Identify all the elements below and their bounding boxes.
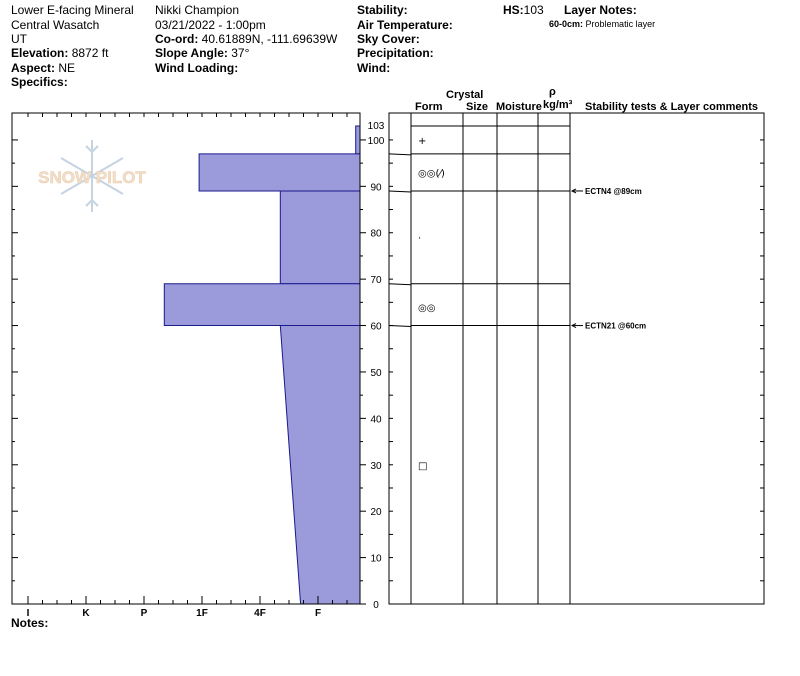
air-temp-label: Air Temperature: — [357, 18, 453, 32]
moisture-header: Moisture — [496, 101, 542, 113]
hardness-layer-1 — [356, 126, 360, 154]
depth-tick-label-50: 50 — [370, 367, 382, 379]
depth-leader-2 — [389, 191, 411, 192]
table-frame — [389, 113, 764, 604]
sky-cover-label: Sky Cover: — [357, 32, 420, 46]
rho-header: ρ — [549, 86, 556, 98]
depth-axis — [12, 121, 764, 611]
hardness-profile — [164, 126, 360, 604]
aspect-label: Aspect: — [11, 61, 56, 75]
observation-datetime: 03/21/2022 - 1:00pm — [155, 18, 266, 32]
hardness-layer-5 — [280, 326, 360, 604]
hardness-layer-4 — [164, 284, 360, 326]
observer-name: Nikki Champion — [155, 3, 240, 17]
wind-loading-label: Wind Loading: — [155, 61, 239, 75]
depth-tick-label-40: 40 — [370, 414, 382, 426]
depth-leader-1 — [389, 154, 411, 155]
size-header: Size — [466, 101, 489, 113]
depth-tick-label-70: 70 — [370, 275, 382, 287]
depth-tick-label-90: 90 — [370, 182, 382, 194]
depth-tick-label-30: 30 — [370, 460, 382, 472]
grain-form-symbol-3: · — [418, 233, 422, 245]
slope-label: Slope Angle: — [155, 46, 228, 60]
hardness-label-4F: 4F — [254, 608, 266, 619]
slope-value: 37° — [231, 46, 250, 60]
layer-note-text: Problematic layer — [585, 19, 656, 29]
crystal-header: Crystal — [446, 89, 484, 101]
hardness-label-K: K — [82, 608, 90, 619]
stability-comments-header: Stability tests & Layer comments — [585, 101, 759, 113]
stability-label: Stability: — [357, 3, 408, 17]
depth-tick-label-103: 103 — [367, 121, 385, 132]
site-range: Central Wasatch — [11, 18, 100, 32]
stability-test-label-2: ECTN21 @60cm — [585, 321, 647, 331]
hardness-label-P: P — [140, 608, 148, 619]
hardness-label-1F: 1F — [196, 608, 208, 619]
depth-tick-label-10: 10 — [370, 553, 382, 565]
wind-label: Wind: — [357, 61, 391, 75]
stability-test-label-1: ECTN4 @89cm — [585, 186, 642, 196]
watermark-logo — [38, 140, 146, 212]
depth-tick-label-60: 60 — [370, 321, 382, 333]
hardness-layer-2 — [199, 154, 360, 191]
hardness-label-I: I — [26, 608, 30, 619]
hs-value: 103 — [523, 3, 544, 17]
layer-notes-title: Layer Notes: — [564, 3, 637, 17]
grain-form-symbol-2: ◎◎(⁄) — [418, 168, 445, 180]
hardness-label-F: F — [314, 608, 322, 619]
layer-note-range: 60-0cm: — [549, 19, 584, 29]
depth-tick-label-20: 20 — [370, 507, 382, 519]
stability-test-column — [572, 187, 646, 331]
depth-tick-label-80: 80 — [370, 228, 382, 240]
depth-tick-label-0: 0 — [373, 600, 379, 611]
depth-leader-3 — [389, 284, 411, 285]
coord-label: Co-ord: — [155, 32, 199, 46]
site-state: UT — [11, 32, 27, 46]
hs-label: HS: — [503, 3, 524, 17]
hardness-layer-3 — [280, 191, 360, 284]
elevation-value: 8872 ft — [71, 46, 109, 60]
site-name: Lower E-facing Mineral — [11, 3, 134, 17]
precip-label: Precipitation: — [357, 46, 434, 60]
grain-form-symbol-5: □ — [418, 460, 428, 472]
specifics-label: Specifics: — [11, 75, 68, 89]
density-header: kg/m³ — [543, 99, 573, 111]
watermark-text: SNOW PILOT — [38, 168, 146, 187]
elevation-label: Elevation: — [11, 46, 69, 60]
notes-label: Notes: — [11, 616, 49, 630]
grain-form-symbol-1: + — [418, 135, 427, 147]
aspect-value: NE — [58, 61, 76, 75]
grain-form-column — [418, 136, 445, 472]
coord-value: 40.61889N, -111.69639W — [201, 32, 338, 46]
depth-tick-label-100: 100 — [367, 135, 385, 147]
form-header: Form — [415, 101, 443, 113]
grain-form-symbol-4: ◎◎ — [418, 302, 436, 314]
